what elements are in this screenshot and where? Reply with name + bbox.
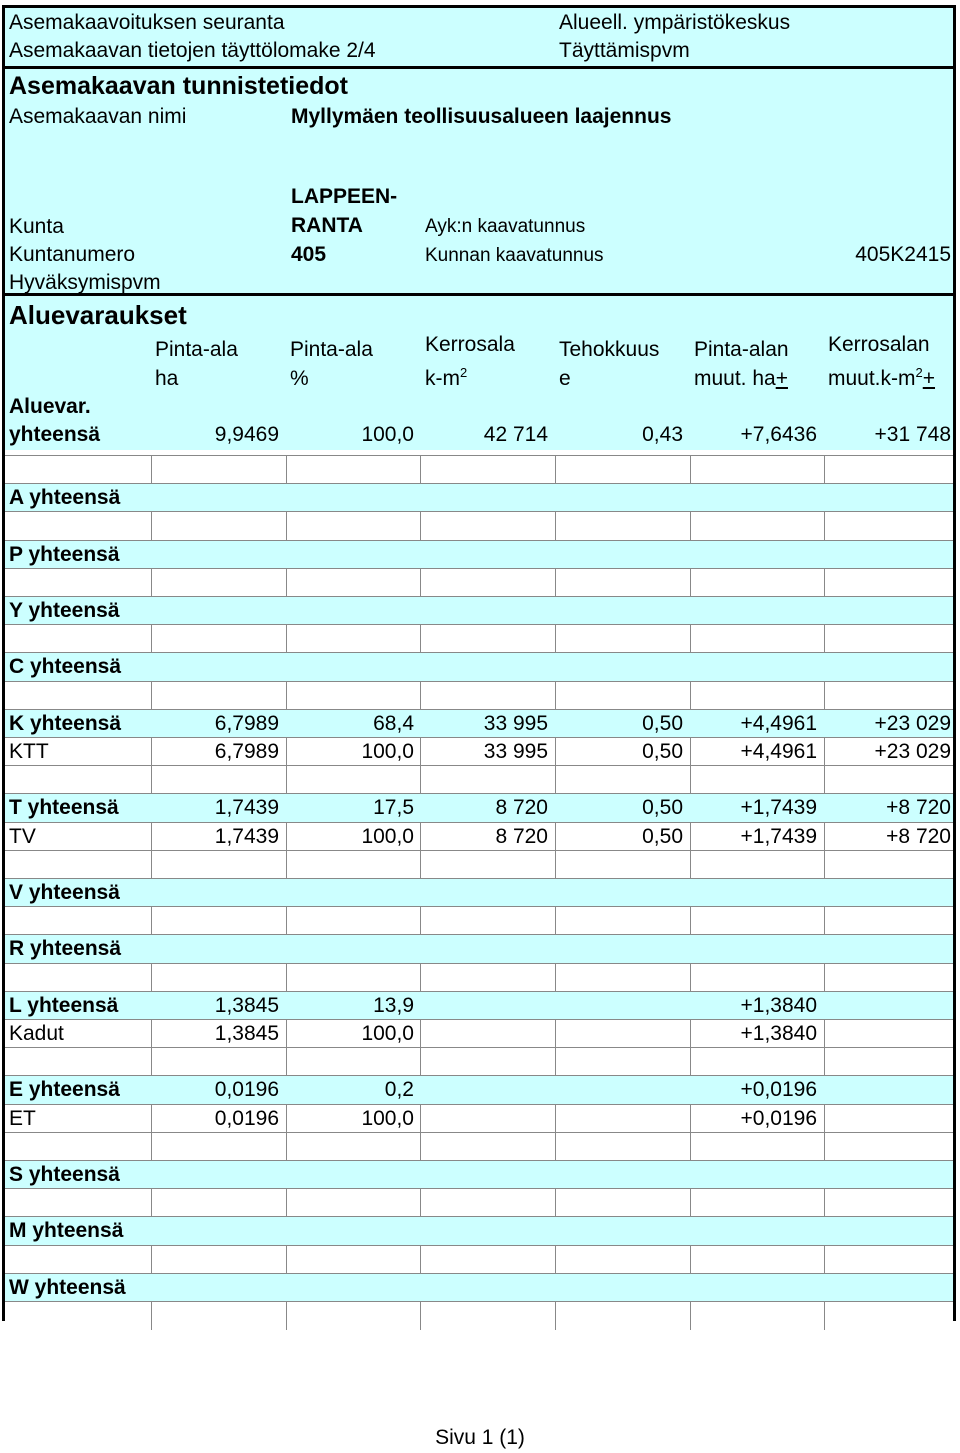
col-floor-change-line1: Kerrosalan xyxy=(828,333,930,356)
t-total-efficiency: 0,50 xyxy=(642,796,683,820)
col-area-ha-line2: ha xyxy=(155,367,179,390)
k-total-area-ha: 6,7989 xyxy=(214,711,279,735)
spacer-row xyxy=(5,511,953,540)
t-total-floor-area: 8 720 xyxy=(495,796,548,820)
tv-label: TV xyxy=(9,824,36,848)
t-total-area-pct: 17,5 xyxy=(373,796,414,820)
r-total-label: R yhteensä xyxy=(9,937,122,961)
total-efficiency: 0,43 xyxy=(642,423,683,446)
p-total-row xyxy=(5,540,953,569)
t-total-row xyxy=(5,793,953,822)
total-area-change: +7,6436 xyxy=(740,423,817,446)
plan-name-value: Myllymäen teollisuusalueen laajennus xyxy=(291,105,672,128)
municipality-number-value: 405 xyxy=(291,243,327,266)
e-total-row xyxy=(5,1075,953,1104)
kadut-area-change: +1,3840 xyxy=(740,1022,817,1045)
tv-efficiency: 0,50 xyxy=(642,824,683,848)
col-floor-area-line1: Kerrosala xyxy=(425,333,515,356)
total-label-line2: yhteensä xyxy=(9,423,101,446)
m-total-row xyxy=(5,1216,953,1245)
spacer-row xyxy=(5,568,953,597)
ayk-plan-code-label: Ayk:n kaavatunnus xyxy=(425,216,586,237)
spacer-row xyxy=(5,850,953,879)
spacer-row xyxy=(5,906,953,935)
m-total-label: M yhteensä xyxy=(9,1219,124,1243)
k-total-floor-area: 33 995 xyxy=(483,711,548,735)
t-total-floor-change: +8 720 xyxy=(886,796,951,820)
identification-title: Asemakaavan tunnistetiedot xyxy=(9,72,348,100)
kadut-area-ha: 1,3845 xyxy=(214,1022,279,1045)
total-area-ha: 9,9469 xyxy=(214,423,279,446)
et-label: ET xyxy=(9,1106,36,1130)
tv-row xyxy=(5,822,953,851)
t-total-area-change: +1,7439 xyxy=(740,796,817,820)
header-title: Asemakaavoituksen seuranta xyxy=(9,11,285,34)
ktt-area-pct: 100,0 xyxy=(361,740,414,763)
ktt-floor-area: 33 995 xyxy=(483,740,548,763)
w-total-label: W yhteensä xyxy=(9,1275,126,1299)
ktt-area-change: +4,4961 xyxy=(740,740,817,763)
col-efficiency-line2: e xyxy=(559,367,571,390)
y-total-label: Y yhteensä xyxy=(9,599,120,622)
kadut-label: Kadut xyxy=(9,1022,64,1045)
identification-section xyxy=(5,69,953,293)
header-fill-date-label: Täyttämispvm xyxy=(559,39,690,62)
area-rows xyxy=(5,450,953,1318)
l-total-label: L yhteensä xyxy=(9,993,119,1017)
spacer-row xyxy=(5,963,953,992)
ktt-area-ha: 6,7989 xyxy=(214,740,279,763)
header-environment-centre: Alueell. ympäristökeskus xyxy=(559,11,791,34)
municipal-plan-code-value: 405K2415 xyxy=(855,243,951,266)
e-total-area-change: +0,0196 xyxy=(740,1078,817,1102)
spacer-row xyxy=(5,1132,953,1161)
col-efficiency-line1: Tehokkuus xyxy=(559,338,660,361)
k-total-floor-change: +23 029 xyxy=(874,711,951,735)
tv-area-change: +1,7439 xyxy=(740,824,817,848)
col-area-ha-line1: Pinta-ala xyxy=(155,338,238,361)
col-floor-area-line2: $k-m^2$ xyxy=(425,365,468,390)
c-total-label: C yhteensä xyxy=(9,655,122,679)
tv-area-ha: 1,7439 xyxy=(214,824,279,848)
municipality-label: Kunta xyxy=(9,215,64,238)
col-area-change-line1: Pinta-alan xyxy=(694,338,789,361)
e-total-label: E yhteensä xyxy=(9,1078,120,1102)
total-area-pct: 100,0 xyxy=(361,423,414,446)
kadut-row xyxy=(5,1019,953,1048)
a-total-label: A yhteensä xyxy=(9,486,121,510)
spacer-row xyxy=(5,1047,953,1076)
ktt-efficiency: 0,50 xyxy=(642,740,683,763)
ktt-row xyxy=(5,737,953,766)
col-area-pct-line2: % xyxy=(290,367,309,390)
tv-floor-area: 8 720 xyxy=(495,824,548,848)
v-total-row xyxy=(5,878,953,907)
et-area-pct: 100,0 xyxy=(361,1106,414,1130)
form-header xyxy=(5,8,953,66)
y-total-row xyxy=(5,596,953,625)
v-total-label: V yhteensä xyxy=(9,881,120,904)
municipality-number-label: Kuntanumero xyxy=(9,243,136,266)
total-floor-area: 42 714 xyxy=(483,423,548,446)
et-row xyxy=(5,1104,953,1133)
total-floor-change: +31 748 xyxy=(874,423,951,446)
header-form-name: Asemakaavan tietojen täyttölomake 2/4 xyxy=(9,39,376,62)
et-area-change: +0,0196 xyxy=(740,1106,817,1130)
spacer-row xyxy=(5,1188,953,1217)
s-total-label: S yhteensä xyxy=(9,1163,120,1186)
l-total-area-change: +1,3840 xyxy=(740,993,817,1017)
ktt-label: KTT xyxy=(9,740,49,763)
municipality-value-line2: RANTA xyxy=(291,214,363,237)
spacer-row xyxy=(5,1245,953,1274)
k-total-label: K yhteensä xyxy=(9,711,122,735)
l-total-row xyxy=(5,991,953,1020)
k-total-efficiency: 0,50 xyxy=(642,711,683,735)
areas-title: Aluevaraukset xyxy=(9,300,187,330)
c-total-row xyxy=(5,652,953,681)
p-total-label: P yhteensä xyxy=(9,542,120,566)
total-values xyxy=(5,424,953,446)
areas-header xyxy=(5,296,953,450)
total-label-line1: Aluevar. xyxy=(9,395,91,418)
col-floor-change-line2: $muut.k-m^2+$ xyxy=(828,365,936,390)
l-total-area-pct: 13,9 xyxy=(373,993,414,1017)
k-total-area-pct: 68,4 xyxy=(373,711,414,735)
tv-area-pct: 100,0 xyxy=(361,824,414,848)
s-total-row xyxy=(5,1160,953,1189)
page-number: Sivu 1 (1) xyxy=(435,1426,525,1449)
e-total-area-pct: 0,2 xyxy=(384,1078,414,1102)
approval-date-label: Hyväksymispvm xyxy=(9,271,161,294)
spacer-row xyxy=(5,455,953,484)
r-total-row xyxy=(5,934,953,963)
col-area-pct-line1: Pinta-ala xyxy=(290,338,373,361)
e-total-area-ha: 0,0196 xyxy=(214,1078,279,1102)
k-total-row xyxy=(5,709,953,738)
spacer-row xyxy=(5,681,953,710)
form-sheet xyxy=(2,5,956,1321)
col-area-change-line2: muut. ha+ xyxy=(694,367,788,390)
et-area-ha: 0,0196 xyxy=(214,1106,279,1130)
municipal-plan-code-label: Kunnan kaavatunnus xyxy=(425,245,604,266)
spacer-row xyxy=(5,1301,953,1330)
ktt-floor-change: +23 029 xyxy=(874,740,951,763)
t-total-area-ha: 1,7439 xyxy=(214,796,279,820)
plan-name-label: Asemakaavan nimi xyxy=(9,105,187,128)
a-total-row xyxy=(5,483,953,512)
tv-floor-change: +8 720 xyxy=(886,824,951,848)
l-total-area-ha: 1,3845 xyxy=(214,993,279,1017)
k-total-area-change: +4,4961 xyxy=(740,711,817,735)
w-total-row xyxy=(5,1273,953,1302)
municipality-value-line1: LAPPEEN- xyxy=(291,185,398,208)
kadut-area-pct: 100,0 xyxy=(361,1022,414,1045)
t-total-label: T yhteensä xyxy=(9,796,119,820)
spacer-row xyxy=(5,624,953,653)
spacer-row xyxy=(5,765,953,794)
